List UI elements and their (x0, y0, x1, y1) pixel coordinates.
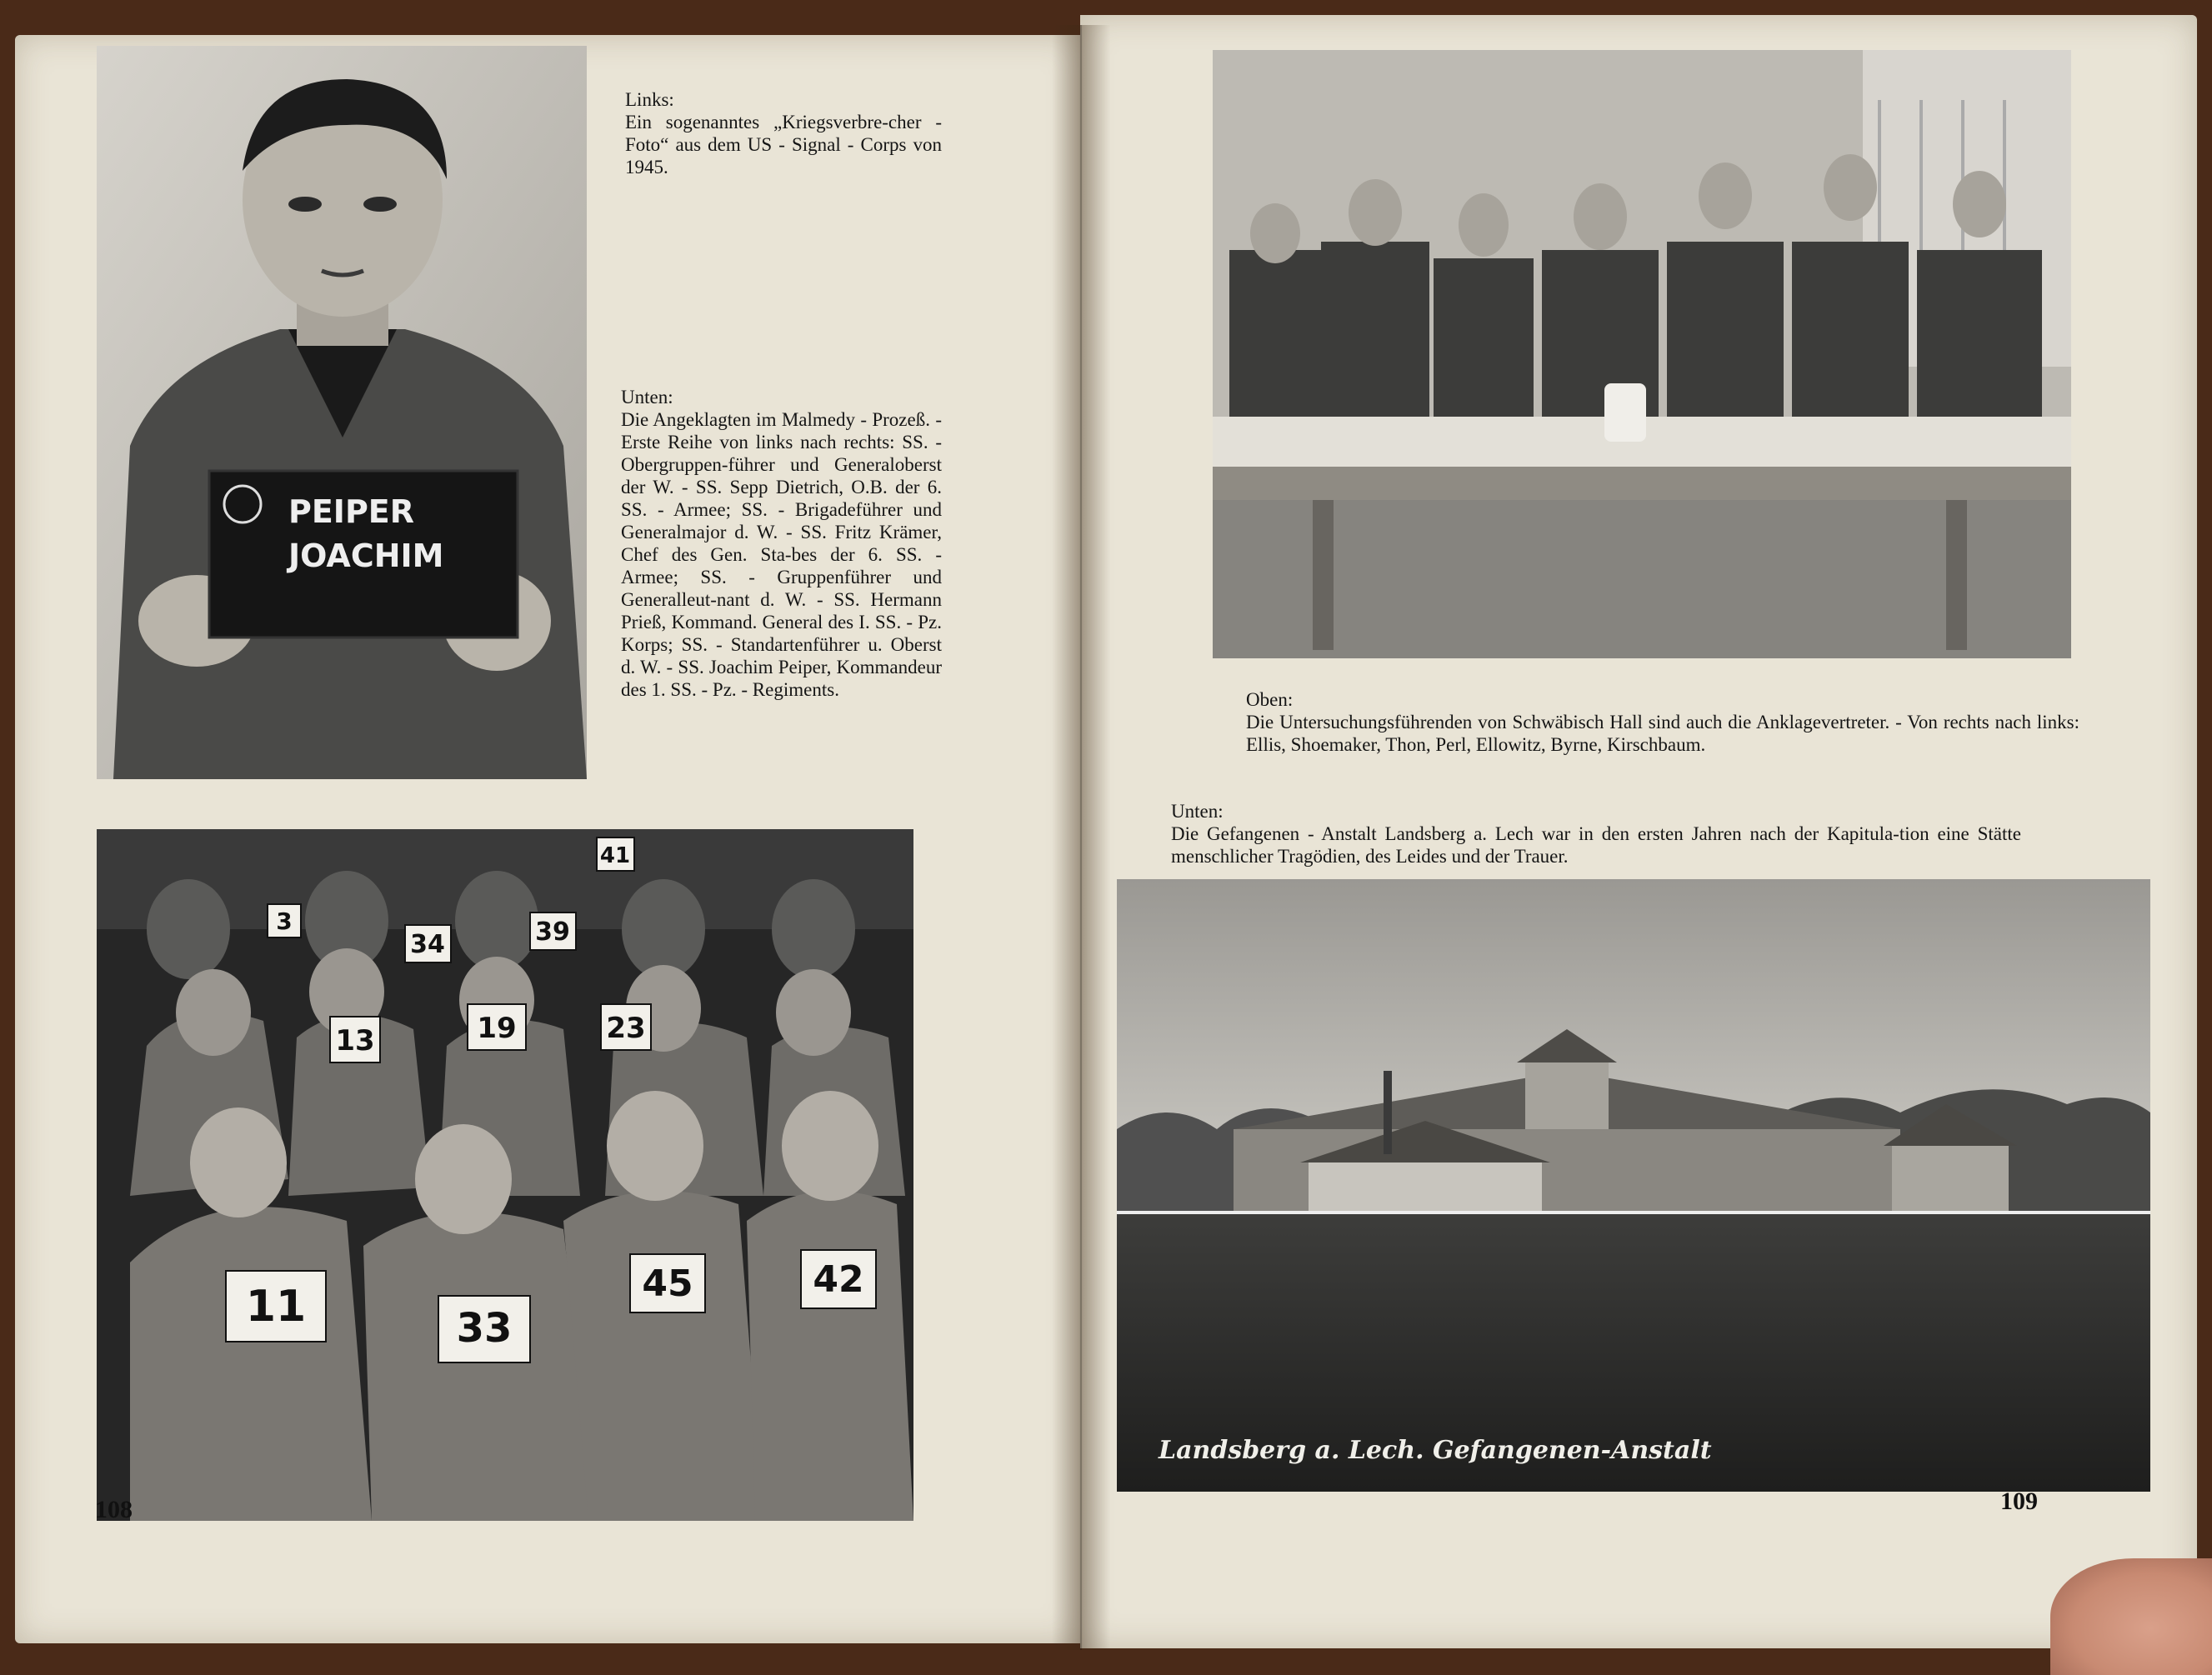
trial-defendants-photo (97, 829, 913, 1521)
caption-unten-right-heading: Unten: (1171, 801, 1224, 822)
book-gutter (1052, 25, 1110, 1650)
card-41: 41 (599, 843, 631, 868)
card-33: 33 (456, 1305, 513, 1352)
card-34: 34 (410, 930, 445, 959)
card-39: 39 (535, 918, 570, 947)
sign-line-1: PEIPER (288, 493, 415, 530)
card-11: 11 (245, 1282, 307, 1332)
caption-unten-left-heading: Unten: (621, 387, 673, 408)
caption-oben (1246, 688, 2079, 756)
caption-oben-heading: Oben: (1246, 689, 1294, 710)
landsberg-prison-photo (1117, 879, 2150, 1492)
caption-links-heading: Links: (625, 89, 674, 110)
thumb (2050, 1558, 2212, 1675)
caption-links-text: Ein sogenanntes „Kriegsverbre-cher - Foto“ aus dem US - Signal - Corps von 1945. (625, 112, 942, 178)
postcard-label: Landsberg a. Lech. Gefangenen-Anstalt (1159, 1436, 1712, 1465)
card-3: 3 (276, 908, 293, 935)
page-number-left: 108 (95, 1496, 133, 1523)
sign-line-2: JOACHIM (288, 538, 444, 574)
caption-oben-text: Die Untersuchungsführenden von Schwäbisch Hall sind auch die Anklagevertreter. - Von rechts nach links: Ellis, Shoemaker, Thon, Perl, Ellowitz, Byrne, Kirschbaum. (1246, 712, 2079, 755)
card-45: 45 (642, 1262, 693, 1305)
caption-links (625, 88, 942, 178)
card-13: 13 (335, 1024, 375, 1058)
caption-unten-right (1171, 800, 2021, 868)
card-23: 23 (606, 1012, 646, 1045)
portrait-photo (97, 46, 587, 779)
prosecutors-photo (1213, 50, 2071, 658)
card-19: 19 (477, 1012, 517, 1045)
caption-unten-left-text: Die Angeklagten im Malmedy - Prozeß. - Erste Reihe von links nach rechts: SS. - Obergruppen-führer und Generaloberst der W. - SS. Sepp Dietrich, O.B. der 6. SS. - Armee; SS. - Brigadeführer und Generalmajor d. W. - SS. Fritz Krämer, Chef des Gen. Sta-bes der 6. SS. - Armee; SS. - Gruppenführer und Generalleut-nant d. W. - SS. Hermann Prieß, Kommand. General des I. SS. - Pz. Korps; SS. - Standartenführer u. Oberst d. W. - SS. Joachim Peiper, Kommandeur des 1. SS. - Pz. - Regiments. (621, 409, 942, 700)
page-number-right: 109 (2000, 1488, 2038, 1515)
card-42: 42 (813, 1258, 864, 1301)
caption-unten-left (621, 386, 942, 701)
caption-unten-right-text: Die Gefangenen - Anstalt Landsberg a. Lech war in den ersten Jahren nach der Kapitula-tion eine Stätte menschlicher Tragödien, des Leides und der Trauer. (1171, 823, 2021, 867)
